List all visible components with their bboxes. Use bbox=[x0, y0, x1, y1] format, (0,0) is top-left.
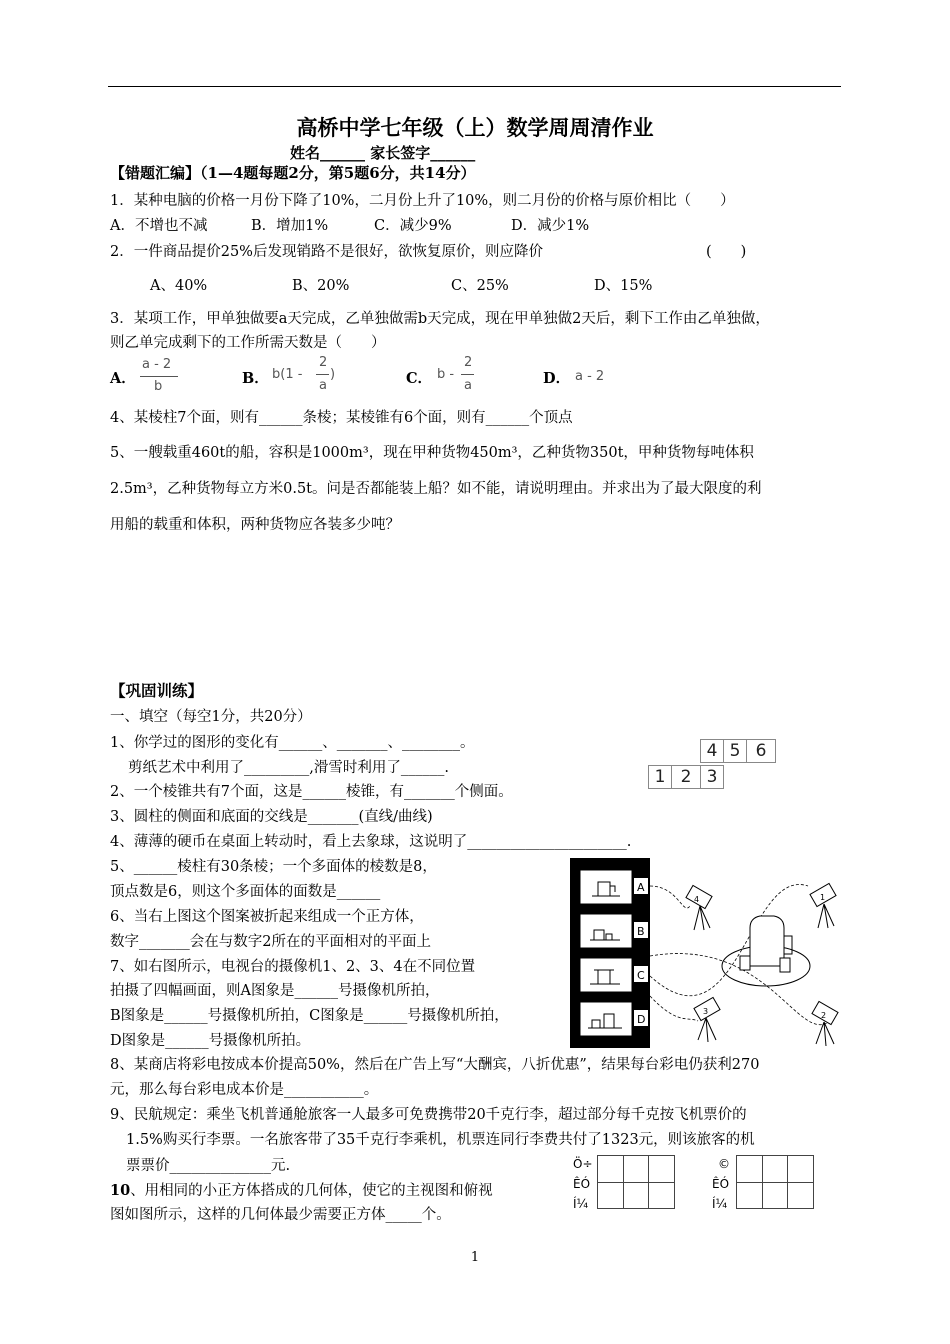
fraction-denominator: b bbox=[154, 379, 163, 394]
s1-q3-option-b-fraction bbox=[272, 355, 342, 399]
camera-label-4: 4 bbox=[694, 895, 700, 904]
s2-q2: 2、一个棱锥共有7个面，这是______棱锥，有_______个侧面。 bbox=[110, 784, 513, 800]
net-cell: 4 bbox=[700, 739, 724, 763]
s1-q3-label-a: A． bbox=[110, 370, 136, 387]
s1-q5-line2: 2.5m³，乙种货物每立方米0.5t。问是否都能装上船？如不能，请说明理由。并求出为了最大限度的利 bbox=[110, 481, 762, 497]
fraction-bar bbox=[461, 374, 474, 375]
s1-q2-paren: ( ) bbox=[706, 244, 747, 260]
s2-q1-line2: 剪纸艺术中利用了_________,滑雪时利用了______. bbox=[128, 760, 449, 776]
s1-q3-line1: 3．某项工作，甲单独做要a天完成，乙单独做需b天完成，现在甲单独做2天后，剩下工作由乙单独做， bbox=[110, 311, 770, 327]
s1-q3-label-b: B． bbox=[242, 370, 269, 387]
s2-q9-line3: 票票价______________元. bbox=[126, 1158, 291, 1174]
front-view-grid bbox=[597, 1155, 675, 1209]
fraction-numerator: a - 2 bbox=[142, 357, 172, 372]
cup-icon bbox=[780, 958, 790, 972]
camera-2-icon bbox=[812, 1001, 838, 1046]
fraction-bar bbox=[140, 376, 178, 377]
expr-prefix: b - bbox=[437, 367, 455, 382]
s2-q8-line2: 元，那么每台彩电成本价是___________。 bbox=[110, 1082, 379, 1098]
s2-q1-line1: 1、你学过的图形的变化有______、_______、________。 bbox=[110, 735, 475, 751]
fraction-numerator: 2 bbox=[319, 355, 328, 370]
s2-q5-line1: 5、______棱柱有30条棱；一个多面体的棱数是8， bbox=[110, 859, 437, 875]
page-title: 高桥中学七年级（上）数学周周清作业 bbox=[296, 116, 654, 140]
s1-q2-option-b: B、20% bbox=[292, 278, 350, 294]
net-cell: 2 bbox=[671, 765, 701, 789]
section1-heading: 【错题汇编】（1—4题每题2分，第5题6分，共14分） bbox=[110, 164, 476, 182]
s1-q1-option-d: D．减少1% bbox=[511, 218, 590, 234]
s1-q3-label-c: C． bbox=[406, 370, 433, 387]
s1-q3-option-a-fraction bbox=[140, 357, 180, 399]
s2-q9-line2: 1.5%购买行李票。一名旅客带了35千克行李乘机，机票连同行李费共付了1323元，则该旅客的机 bbox=[126, 1132, 755, 1148]
net-cell: 1 bbox=[648, 765, 672, 789]
camera-figure bbox=[568, 856, 860, 1056]
s2-q10-number: 10 bbox=[110, 1182, 131, 1199]
s2-q8-line1: 8、某商店将彩电按成本价提高50%，然后在广告上写“大酬宾，八折优惠”，结果每台彩电仍获利270 bbox=[110, 1057, 760, 1073]
camera-3-icon bbox=[694, 997, 720, 1042]
panel-label-c: C bbox=[637, 969, 645, 982]
net-cell: 3 bbox=[700, 765, 724, 789]
kettle-icon bbox=[750, 916, 784, 966]
camera-4-icon bbox=[686, 885, 712, 930]
s1-q4: 4、某棱柱7个面，则有______条棱；某棱锥有6个面，则有______个顶点 bbox=[110, 410, 573, 426]
s2-q6-line1: 6、当右上图这个图案被折起来组成一个正方体， bbox=[110, 909, 424, 925]
camera-label-3: 3 bbox=[703, 1007, 709, 1016]
s1-q3-line2: 则乙单完成剩下的工作所需天数是（ ） bbox=[110, 335, 386, 351]
s2-q7-line1: 7、如右图所示，电视台的摄像机1、2、3、4在不同位置 bbox=[110, 959, 476, 975]
camera-label-2: 2 bbox=[821, 1011, 827, 1020]
s1-q1: 1．某种电脑的价格一月份下降了10%，二月份上升了10%，则二月份的价格与原价相比（ ） bbox=[110, 193, 735, 209]
panel-c-frame bbox=[580, 958, 632, 992]
s2-q4: 4、薄薄的硬币在桌面上转动时，看上去象球，这说明了______________________. bbox=[110, 834, 632, 850]
s1-q3-label-d: D． bbox=[543, 370, 571, 387]
top-view-label: © ÊÓ Í¼ bbox=[712, 1157, 730, 1211]
s2-q10-line1 bbox=[110, 1179, 493, 1200]
s1-q1-option-b: B．增加1% bbox=[251, 218, 329, 234]
s2-q7-line4: D图象是______号摄像机所拍。 bbox=[110, 1033, 311, 1049]
expr-suffix: ) bbox=[330, 367, 336, 382]
cup-icon bbox=[740, 956, 750, 970]
s1-q5-line3: 用船的载重和体积，两种货物应各装多少吨？ bbox=[110, 517, 400, 533]
fraction-bar bbox=[316, 374, 329, 375]
s1-q2-option-c: C、25% bbox=[451, 278, 509, 294]
panel-b-frame bbox=[580, 914, 632, 948]
s1-q5-line1: 5、一艘载重460t的船，容积是1000m³，现在甲种货物450m³，乙种货物350t，甲种货物每吨体积 bbox=[110, 445, 754, 461]
s2-q6-line2: 数字_______会在与数字2所在的平面相对的平面上 bbox=[110, 934, 431, 950]
page-number: 1 bbox=[470, 1250, 480, 1265]
name-signature-line: 姓名______ 家长签字______ bbox=[290, 144, 476, 162]
fraction-denominator: a bbox=[464, 378, 472, 393]
s1-q2-option-a: A、40% bbox=[150, 278, 208, 294]
panel-d-frame bbox=[580, 1002, 632, 1036]
s2-q9-line1: 9、民航规定：乘坐飞机普通舱旅客一人最多可免费携带20千克行李，超过部分每千克按飞机票价的 bbox=[110, 1107, 747, 1123]
s2-q3: 3、圆柱的侧面和底面的交线是_______(直线/曲线) bbox=[110, 809, 433, 825]
fraction-denominator: a bbox=[319, 378, 327, 393]
fraction-numerator: 2 bbox=[464, 355, 473, 370]
net-cell: 5 bbox=[723, 739, 747, 763]
s1-q3-option-d-expr: a - 2 bbox=[575, 369, 605, 384]
s1-q1-option-a: A．不增也不减 bbox=[110, 218, 208, 234]
header-rule bbox=[108, 86, 841, 87]
s1-q2: 2．一件商品提价25%后发现销路不是很好，欲恢复原价，则应降价 bbox=[110, 244, 543, 260]
s2-q10-line2: 图如图所示，这样的几何体最少需要正方体_____个。 bbox=[110, 1207, 451, 1223]
s1-q3-option-c-fraction bbox=[437, 355, 487, 399]
s2-q7-line3: B图象是______号摄像机所拍，C图象是______号摄像机所拍， bbox=[110, 1008, 509, 1024]
panel-label-d: D bbox=[637, 1013, 646, 1026]
panel-label-b: B bbox=[637, 925, 645, 938]
section2-heading: 【巩固训练】 bbox=[110, 681, 204, 700]
s1-q2-option-d: D、15% bbox=[594, 278, 653, 294]
camera-1-icon bbox=[810, 883, 836, 928]
net-cell: 6 bbox=[746, 739, 776, 763]
s2-q7-line2: 拍摄了四幅画面，则A图象是______号摄像机所拍， bbox=[110, 983, 440, 999]
expr-prefix: b(1 - bbox=[272, 367, 303, 382]
s2-q5-line2: 顶点数是6，则这个多面体的面数是______ bbox=[110, 884, 381, 900]
s2-q10-text: 、用相同的小正方体搭成的几何体，使它的主视图和俯视 bbox=[130, 1183, 493, 1199]
top-view-grid bbox=[736, 1155, 814, 1209]
section2-subheading: 一、填空（每空1分，共20分） bbox=[110, 709, 312, 725]
camera-label-1: 1 bbox=[820, 893, 826, 902]
s1-q1-option-c: C．减少9% bbox=[374, 218, 452, 234]
panel-a-frame bbox=[580, 870, 632, 904]
panel-label-a: A bbox=[637, 881, 645, 894]
front-view-label: Ö÷ ÊÓ Í¼ bbox=[573, 1157, 593, 1211]
